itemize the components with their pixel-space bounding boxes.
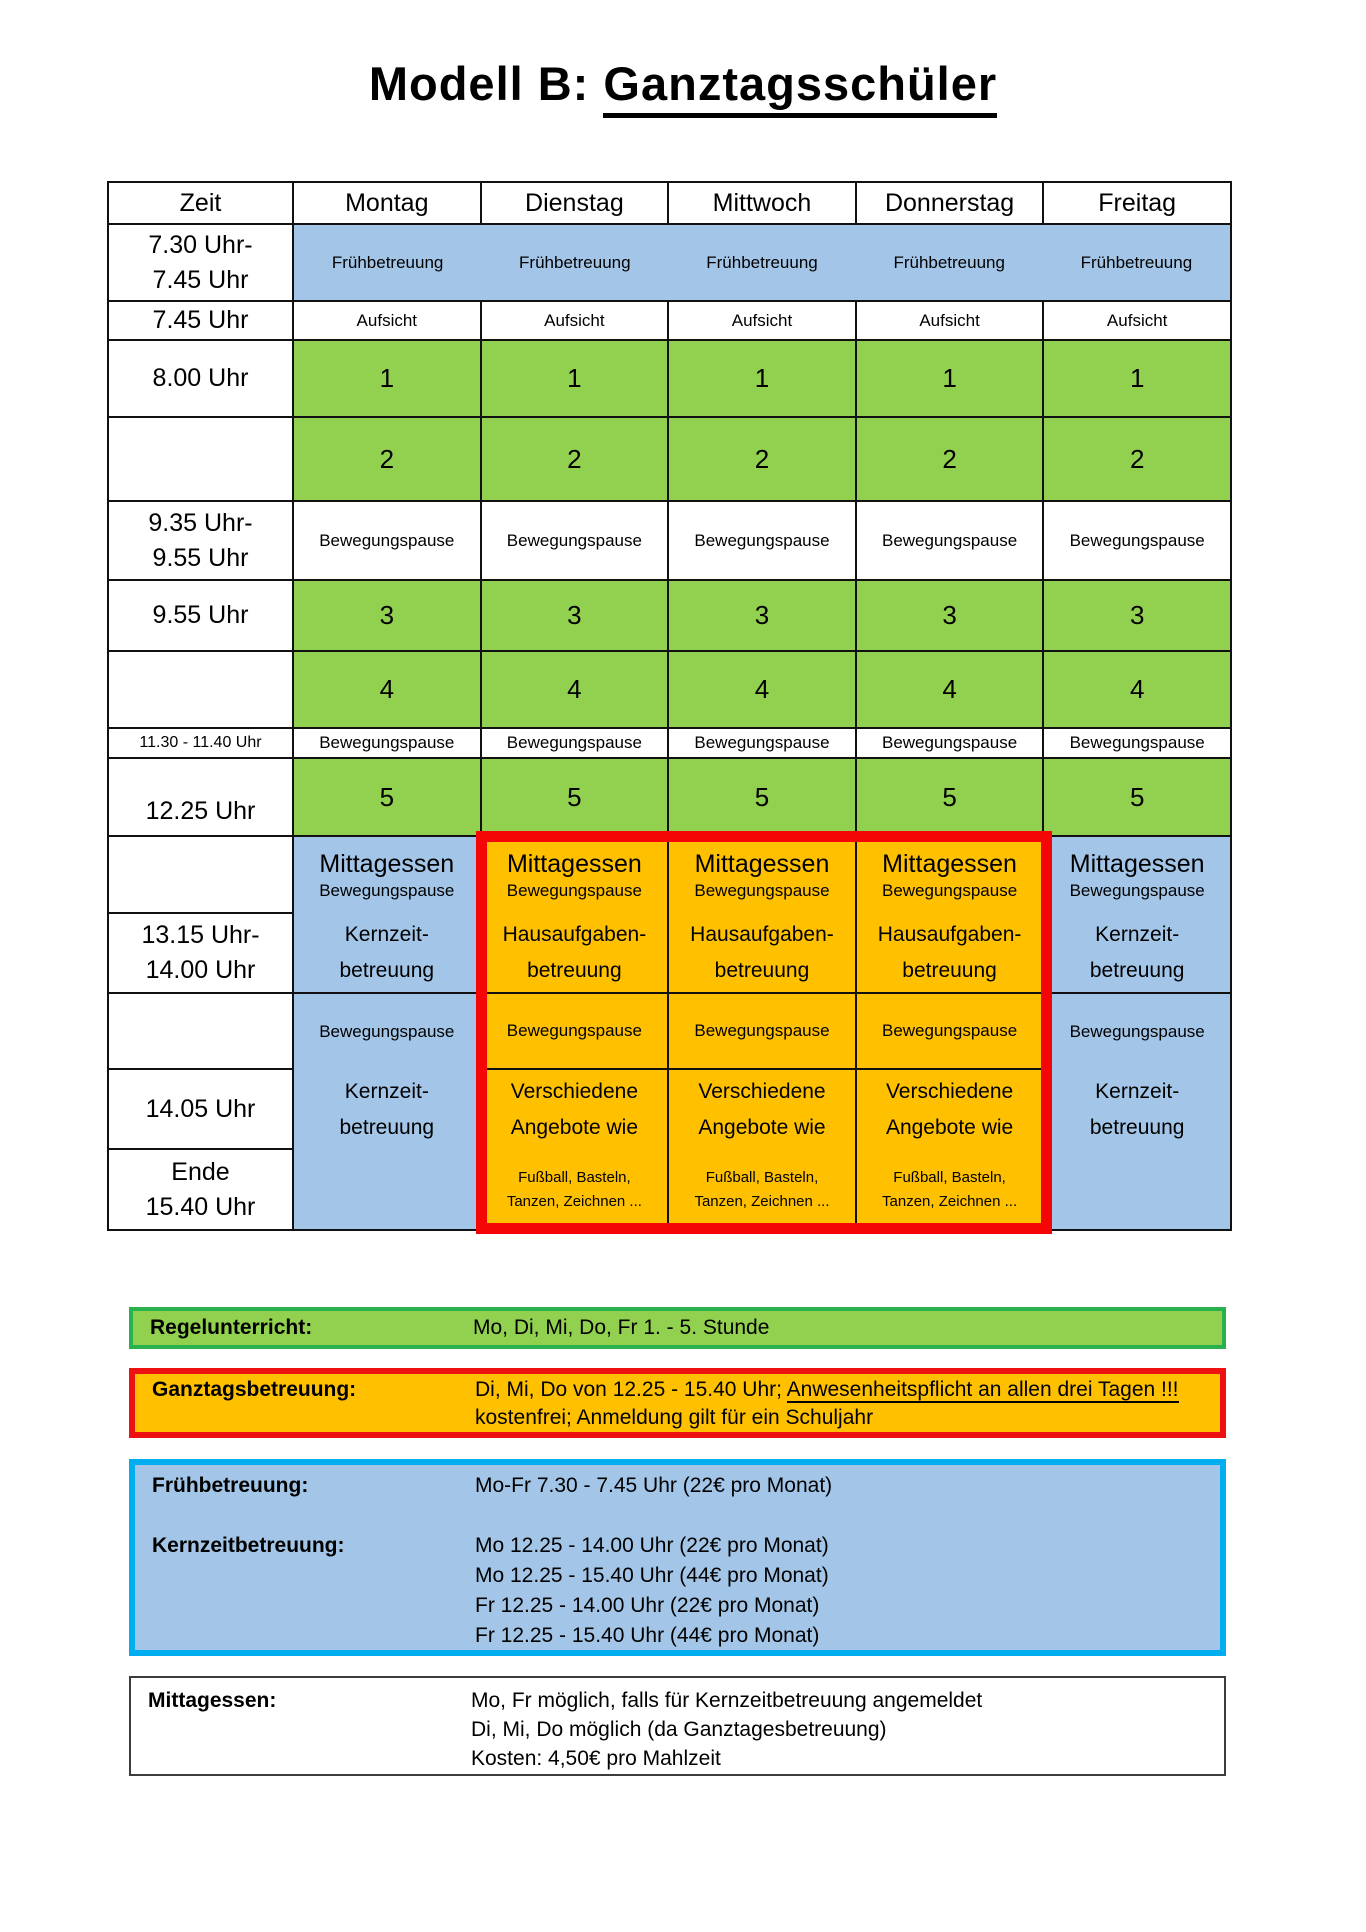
- page-title-underlined: Ganztagsschüler: [603, 57, 997, 118]
- cell-text: Bewegungspause: [694, 881, 830, 901]
- cell-bewegungspause-3-donnerstag: [857, 994, 1045, 1070]
- cell-bewegungspause-2-mittwoch: [669, 729, 857, 759]
- cell-stunde-5-mittwoch: [669, 759, 857, 837]
- cell-text: Bewegungspause: [694, 530, 830, 550]
- row-bewegungspause-2: [109, 729, 1230, 759]
- cell-text: Tanzen, Zeichnen ...: [694, 1192, 830, 1210]
- cell-aufsicht-dienstag: [482, 302, 670, 341]
- cell-text: Freitag: [1098, 188, 1177, 217]
- legend-kernzeitbetreuung-label: Kernzeitbetreuung:: [152, 1534, 345, 1557]
- cell-stunde-4-freitag: [1044, 652, 1230, 729]
- schedule-table: [107, 181, 1232, 1231]
- cell-text: 4: [754, 674, 770, 704]
- time-text: 15.40 Uhr: [145, 1192, 256, 1221]
- cell-bewegungspause-1-donnerstag: [857, 502, 1045, 581]
- time-label-stunde-3: [109, 581, 294, 652]
- cell-bewegungspause-3-freitag: [1044, 994, 1230, 1070]
- cell-fruehbetreuung-dienstag: Frühbetreuung: [519, 252, 631, 272]
- time-label-stunde-4: [109, 652, 294, 729]
- cell-text: betreuung: [527, 959, 622, 982]
- time-label-bewegungspause-1: [109, 502, 294, 581]
- mittagessen-line-3: Kosten: 4,50€ pro Mahlzeit: [471, 1747, 721, 1770]
- cell-betreuung-13-15-freitag: [1044, 914, 1230, 994]
- cell-text: Verschiedene: [698, 1080, 826, 1104]
- cell-text: Bewegungspause: [506, 530, 642, 550]
- cell-stunde-3-donnerstag: [857, 581, 1045, 652]
- cell-text: Dienstag: [525, 188, 624, 217]
- time-text: 9.35 Uhr-: [148, 508, 253, 537]
- cell-aufsicht-donnerstag: [857, 302, 1045, 341]
- cell-ende-montag: [294, 1150, 482, 1229]
- time-label-stunde-5: [109, 759, 294, 837]
- cell-text: 2: [379, 443, 395, 474]
- cell-stunde-5-dienstag: [482, 759, 670, 837]
- cell-mittagessen-montag: [294, 837, 482, 914]
- cell-text: betreuung: [1089, 1116, 1185, 1139]
- cell-text: 5: [754, 781, 770, 812]
- cell-text: 1: [754, 363, 770, 393]
- row-stunde-4: [109, 652, 1230, 729]
- cell-text: 5: [1129, 781, 1145, 812]
- cell-stunde-2-dienstag: [482, 418, 670, 502]
- time-text: 7.45 Uhr: [152, 306, 249, 334]
- time-label-fruehbetreuung: [109, 225, 294, 302]
- cell-stunde-3-dienstag: [482, 581, 670, 652]
- page-title: [0, 56, 1366, 111]
- kernzeit-line-3: Fr 12.25 - 14.00 Uhr (22€ pro Monat): [475, 1594, 820, 1617]
- cell-header-freitag: [1044, 183, 1230, 225]
- cell-stunde-5-montag: [294, 759, 482, 837]
- cell-text: Tanzen, Zeichnen ...: [882, 1192, 1018, 1210]
- cell-text: Kernzeit-: [344, 1080, 429, 1104]
- cell-text: Fußball, Basteln,: [518, 1169, 631, 1187]
- cell-text: 4: [942, 674, 957, 704]
- time-text: 9.55 Uhr: [152, 543, 249, 572]
- time-text: Zeit: [179, 188, 222, 217]
- legend-regelunterricht-value: Mo, Di, Mi, Do, Fr 1. - 5. Stunde: [473, 1316, 770, 1339]
- cell-bewegungspause-2-montag: [294, 729, 482, 759]
- cell-stunde-1-mittwoch: [669, 341, 857, 418]
- cell-aufsicht-mittwoch: [669, 302, 857, 341]
- cell-text: 4: [567, 674, 582, 704]
- cell-text: 3: [1129, 600, 1145, 630]
- cell-text: Mittwoch: [712, 188, 812, 217]
- cell-ende-dienstag: [482, 1150, 670, 1229]
- cell-text: Tanzen, Zeichnen ...: [506, 1192, 642, 1210]
- cell-text: 4: [1129, 674, 1145, 704]
- cell-text: 1: [567, 363, 582, 393]
- line1-underlined: Anwesenheitspflicht an allen drei Tagen !!!: [786, 1378, 1179, 1401]
- cell-bewegungspause-1-mittwoch: [669, 502, 857, 581]
- cell-text: 5: [942, 781, 957, 812]
- legend-ganztagsbetreuung-value: [475, 1376, 1220, 1432]
- fruehbetreuung-line: Mo-Fr 7.30 - 7.45 Uhr (22€ pro Monat): [475, 1474, 833, 1497]
- row-stunde-1: [109, 341, 1230, 418]
- cell-text: 3: [754, 600, 770, 630]
- legend-mittagessen-label: Mittagessen:: [148, 1689, 277, 1712]
- row-stunde-3: [109, 581, 1230, 652]
- mittagessen-line-2: Di, Mi, Do möglich (da Ganztagesbetreuung): [471, 1718, 887, 1741]
- time-label-header: [109, 183, 294, 225]
- cell-text: Verschiedene: [510, 1080, 639, 1104]
- kernzeit-line-2: Mo 12.25 - 15.40 Uhr (44€ pro Monat): [475, 1564, 829, 1587]
- cell-text: Bewegungspause: [319, 733, 455, 752]
- cell-text: betreuung: [714, 959, 810, 982]
- cell-header-mittwoch: [669, 183, 857, 225]
- legend-regelunterricht: [129, 1307, 1226, 1349]
- cell-stunde-4-montag: [294, 652, 482, 729]
- cell-stunde-2-montag: [294, 418, 482, 502]
- cell-text: Bewegungspause: [506, 1021, 642, 1040]
- row-angebote: [109, 1070, 1230, 1150]
- cell-fruehbetreuung-freitag: Frühbetreuung: [1080, 252, 1193, 272]
- row-stunde-2: [109, 418, 1230, 502]
- cell-header-dienstag: [482, 183, 670, 225]
- cell-stunde-5-donnerstag: [857, 759, 1045, 837]
- cell-betreuung-13-15-mittwoch: [669, 914, 857, 994]
- cell-stunde-4-donnerstag: [857, 652, 1045, 729]
- legend-mittagessen-value: [471, 1686, 1224, 1773]
- cell-text: Angebote wie: [510, 1116, 639, 1139]
- cell-text: Bewegungspause: [506, 733, 642, 752]
- cell-text: 1: [942, 363, 957, 393]
- time-label-aufsicht: [109, 302, 294, 341]
- cell-text: Bewegungspause: [881, 1021, 1018, 1040]
- cell-text: Bewegungspause: [319, 881, 455, 901]
- cell-text: Kernzeit-: [1095, 923, 1180, 947]
- cell-text: 5: [567, 781, 582, 812]
- cell-text: Fußball, Basteln,: [705, 1169, 819, 1187]
- cell-mittagessen-donnerstag: [857, 837, 1045, 914]
- cell-text: Bewegungspause: [694, 733, 830, 752]
- time-text: 11.30 - 11.40 Uhr: [139, 734, 262, 751]
- cell-stunde-1-dienstag: [482, 341, 670, 418]
- cell-text: betreuung: [339, 959, 435, 982]
- time-text: 7.30 Uhr-: [148, 230, 253, 259]
- cell-stunde-2-mittwoch: [669, 418, 857, 502]
- cell-stunde-1-freitag: [1044, 341, 1230, 418]
- cell-header-montag: [294, 183, 482, 225]
- cell-text: betreuung: [1089, 959, 1185, 982]
- cell-text: 2: [1129, 443, 1145, 474]
- cell-ende-mittwoch: [669, 1150, 857, 1229]
- cell-ende-freitag: [1044, 1150, 1230, 1229]
- mittagessen-line-1: Mo, Fr möglich, falls für Kernzeitbetreuung angemeldet: [471, 1689, 983, 1712]
- time-text: 12.25 Uhr: [145, 797, 256, 825]
- cell-text: Mittagessen: [506, 849, 642, 878]
- row-fruehbetreuung: [109, 225, 1230, 302]
- row-stunde-5: [109, 759, 1230, 837]
- time-text: 14.05 Uhr: [145, 1094, 256, 1123]
- cell-bewegungspause-3-dienstag: [482, 994, 670, 1070]
- cell-bewegungspause-1-dienstag: [482, 502, 670, 581]
- cell-angebote-dienstag: [482, 1070, 670, 1150]
- time-label-mittagessen: [109, 837, 294, 914]
- cell-aufsicht-freitag: [1044, 302, 1230, 341]
- cell-text: 3: [379, 600, 395, 630]
- legend-ganztagsbetreuung-line2: kostenfrei; Anmeldung gilt für ein Schuljahr: [475, 1406, 874, 1429]
- cell-text: Bewegungspause: [1069, 530, 1205, 550]
- legend-ganztagsbetreuung: [129, 1368, 1226, 1438]
- cell-stunde-1-donnerstag: [857, 341, 1045, 418]
- time-label-stunde-2: [109, 418, 294, 502]
- cell-text: Bewegungspause: [319, 1022, 455, 1041]
- cell-text: 3: [942, 600, 957, 630]
- cell-text: betreuung: [339, 1116, 435, 1139]
- row-betreuung-13-15: [109, 914, 1230, 994]
- cell-text: Donnerstag: [884, 188, 1015, 217]
- legend-betreuung: [129, 1459, 1226, 1656]
- cell-text: Aufsicht: [356, 310, 418, 330]
- legend-kernzeitbetreuung-row: [135, 1531, 1220, 1651]
- cell-text: 5: [379, 781, 395, 812]
- row-mittagessen: [109, 837, 1230, 914]
- cell-stunde-4-dienstag: [482, 652, 670, 729]
- cell-text: Bewegungspause: [694, 1021, 830, 1040]
- cell-bewegungspause-1-montag: [294, 502, 482, 581]
- cell-text: Hausaufgaben-: [877, 923, 1022, 947]
- cell-bewegungspause-3-montag: [294, 994, 482, 1070]
- cell-text: 2: [754, 443, 770, 474]
- legend-fruehbetreuung-value: [475, 1471, 1220, 1501]
- cell-text: Aufsicht: [1106, 310, 1168, 330]
- cell-text: Montag: [345, 188, 429, 217]
- cell-text: Aufsicht: [544, 310, 605, 330]
- legend-fruehbetreuung-row: [135, 1471, 1220, 1501]
- cell-fruehbetreuung-mittwoch: Frühbetreuung: [706, 252, 818, 272]
- cell-text: Aufsicht: [731, 310, 793, 330]
- cell-bewegungspause-2-dienstag: [482, 729, 670, 759]
- cell-bewegungspause-1-freitag: [1044, 502, 1230, 581]
- cell-text: Mittagessen: [694, 849, 830, 878]
- cell-text: 3: [567, 600, 582, 630]
- time-text: 7.45 Uhr: [152, 265, 249, 294]
- cell-stunde-2-donnerstag: [857, 418, 1045, 502]
- cell-text: Bewegungspause: [506, 881, 642, 901]
- cell-text: betreuung: [902, 959, 997, 982]
- cell-text: Hausaufgaben-: [502, 923, 647, 947]
- cell-betreuung-13-15-donnerstag: [857, 914, 1045, 994]
- cell-betreuung-13-15-montag: [294, 914, 482, 994]
- legend-mittagessen: [129, 1676, 1226, 1776]
- cell-text: 1: [1129, 363, 1145, 393]
- legend-fruehbetreuung-label: Frühbetreuung:: [152, 1474, 309, 1497]
- merged-band-fruehbetreuung: [294, 225, 1230, 302]
- row-aufsicht: [109, 302, 1230, 341]
- cell-stunde-5-freitag: [1044, 759, 1230, 837]
- cell-angebote-mittwoch: [669, 1070, 857, 1150]
- row-bewegungspause-3: [109, 994, 1230, 1070]
- time-label-betreuung-13-15: [109, 914, 294, 994]
- cell-stunde-4-mittwoch: [669, 652, 857, 729]
- cell-text: Bewegungspause: [881, 733, 1018, 752]
- time-label-angebote: [109, 1070, 294, 1150]
- cell-fruehbetreuung-montag: Frühbetreuung: [331, 252, 444, 272]
- cell-header-donnerstag: [857, 183, 1045, 225]
- legend-ganztagsbetreuung-line1: [475, 1376, 1220, 1404]
- cell-text: Angebote wie: [698, 1116, 826, 1139]
- cell-stunde-1-montag: [294, 341, 482, 418]
- cell-text: Bewegungspause: [881, 530, 1018, 550]
- cell-text: Bewegungspause: [1069, 1022, 1205, 1041]
- cell-text: Hausaufgaben-: [690, 923, 834, 947]
- cell-mittagessen-mittwoch: [669, 837, 857, 914]
- cell-stunde-3-freitag: [1044, 581, 1230, 652]
- page-title-prefix: Modell B:: [368, 57, 604, 110]
- cell-bewegungspause-2-freitag: [1044, 729, 1230, 759]
- row-header: [109, 183, 1230, 225]
- cell-betreuung-13-15-dienstag: [482, 914, 670, 994]
- cell-text: 4: [379, 674, 395, 704]
- cell-mittagessen-dienstag: [482, 837, 670, 914]
- cell-text: Verschiedene: [885, 1080, 1014, 1104]
- row-bewegungspause-1: [109, 502, 1230, 581]
- cell-stunde-3-mittwoch: [669, 581, 857, 652]
- cell-text: Bewegungspause: [881, 881, 1018, 901]
- cell-angebote-donnerstag: [857, 1070, 1045, 1150]
- time-text: 8.00 Uhr: [152, 364, 249, 392]
- time-label-stunde-1: [109, 341, 294, 418]
- cell-text: Angebote wie: [885, 1116, 1014, 1139]
- cell-text: Fußball, Basteln,: [893, 1169, 1006, 1187]
- cell-fruehbetreuung-donnerstag: Frühbetreuung: [893, 252, 1005, 272]
- cell-aufsicht-montag: [294, 302, 482, 341]
- cell-stunde-3-montag: [294, 581, 482, 652]
- cell-text: Mittagessen: [319, 849, 455, 878]
- kernzeit-line-4: Fr 12.25 - 15.40 Uhr (44€ pro Monat): [475, 1624, 820, 1647]
- legend-ganztagsbetreuung-label: Ganztagsbetreuung:: [152, 1378, 357, 1401]
- cell-text: Bewegungspause: [1069, 881, 1205, 901]
- time-label-ende: [109, 1150, 294, 1229]
- time-text: 9.55 Uhr: [152, 601, 249, 629]
- cell-mittagessen-freitag: [1044, 837, 1230, 914]
- cell-bewegungspause-2-donnerstag: [857, 729, 1045, 759]
- cell-text: 1: [379, 363, 395, 393]
- cell-angebote-montag: [294, 1070, 482, 1150]
- line1-normal: Di, Mi, Do von 12.25 - 15.40 Uhr;: [475, 1378, 787, 1401]
- cell-stunde-2-freitag: [1044, 418, 1230, 502]
- cell-bewegungspause-3-mittwoch: [669, 994, 857, 1070]
- legend-regelunterricht-label: Regelunterricht:: [150, 1316, 313, 1339]
- time-text: 14.00 Uhr: [145, 956, 256, 984]
- cell-text: Bewegungspause: [1069, 733, 1205, 752]
- cell-text: Kernzeit-: [344, 923, 429, 947]
- kernzeit-line-1: Mo 12.25 - 14.00 Uhr (22€ pro Monat): [475, 1534, 829, 1557]
- cell-text: Aufsicht: [919, 310, 980, 330]
- cell-text: Kernzeit-: [1095, 1080, 1180, 1104]
- cell-text: Mittagessen: [1069, 849, 1205, 878]
- cell-ende-donnerstag: [857, 1150, 1045, 1229]
- cell-text: Mittagessen: [882, 849, 1017, 878]
- cell-text: 2: [942, 443, 957, 474]
- time-text: Ende: [171, 1157, 230, 1186]
- cell-angebote-freitag: [1044, 1070, 1230, 1150]
- row-ende: [109, 1150, 1230, 1229]
- cell-text: Bewegungspause: [319, 530, 455, 550]
- cell-text: 2: [567, 443, 582, 474]
- time-label-bewegungspause-2: [109, 729, 294, 759]
- legend-kernzeitbetreuung-value: [475, 1531, 1220, 1651]
- time-label-bewegungspause-3: [109, 994, 294, 1070]
- time-text: 13.15 Uhr-: [141, 921, 260, 949]
